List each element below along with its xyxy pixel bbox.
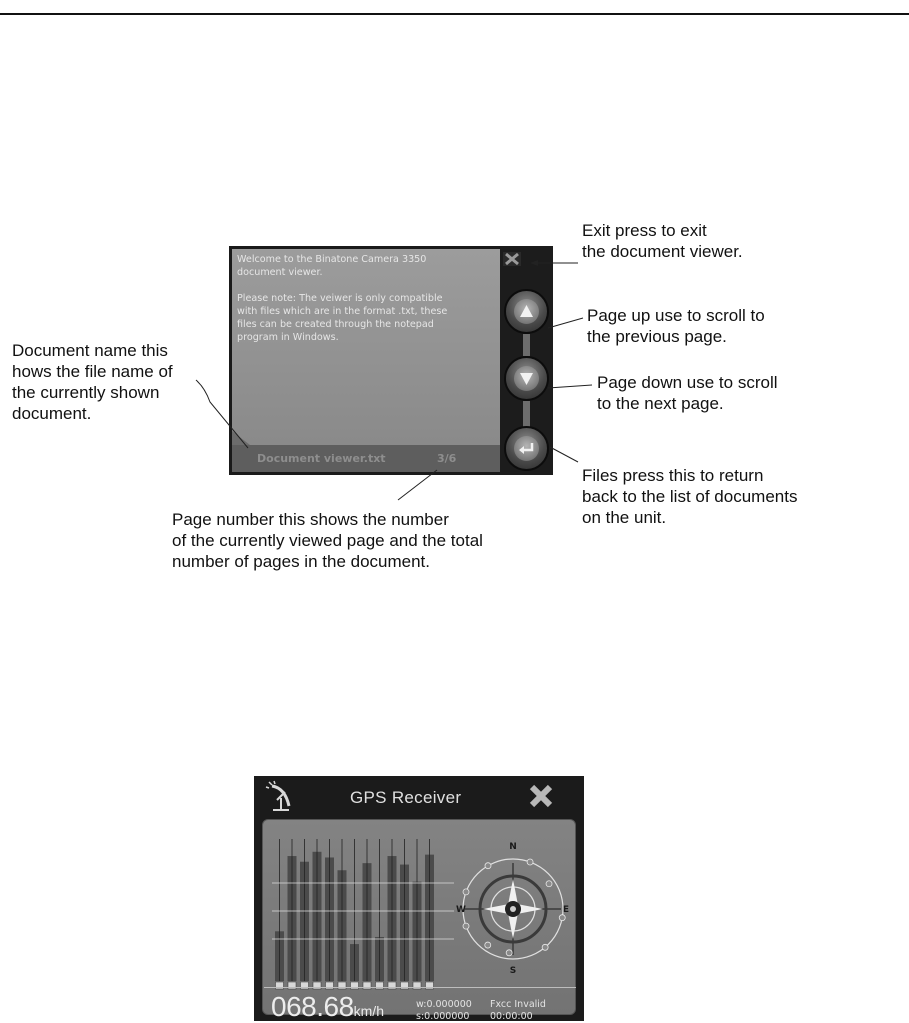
satellite-dot <box>546 881 552 887</box>
coordinates-readout <box>416 999 472 1023</box>
satellite-dot <box>506 950 512 956</box>
files-leader <box>550 447 578 462</box>
callout-line: Files press this to return <box>582 466 764 485</box>
fix-readout <box>490 999 546 1023</box>
page-up-leader <box>548 318 583 328</box>
callout-line: Page number this shows the number <box>172 510 449 529</box>
satellite-dot <box>485 942 491 948</box>
return-arrow-icon <box>517 439 536 458</box>
callout-line: on the unit. <box>582 508 667 527</box>
close-x-icon[interactable] <box>528 784 554 808</box>
arrow-up-icon <box>517 302 536 321</box>
document-name-label: Document viewer.txt <box>257 452 386 465</box>
callout-line: Page up use to scroll to <box>587 306 765 325</box>
document-text-line: program in Windows. <box>237 332 339 343</box>
callout-line: Document name this <box>12 341 168 360</box>
satellite-dot <box>463 923 469 929</box>
files-callout <box>582 465 797 528</box>
speed-unit: km/h <box>353 1003 384 1019</box>
scroll-track-lower <box>523 401 530 427</box>
satellite-signal-chart <box>272 831 454 991</box>
callout-line: the previous page. <box>587 327 727 346</box>
callout-line: Page down use to scroll <box>597 373 778 392</box>
document-text-line: files can be created through the notepad <box>237 319 434 330</box>
page-number-callout <box>172 509 483 572</box>
compass-east-label: E <box>562 905 570 915</box>
arrow-down-icon <box>517 369 536 388</box>
satellite-dish-icon[interactable] <box>265 780 297 814</box>
compass-west-label: W <box>456 905 466 915</box>
page-up-button[interactable] <box>504 289 549 334</box>
callout-line: the currently shown <box>12 383 160 402</box>
corner-fold-icon <box>232 431 250 445</box>
page-down-callout <box>597 372 778 414</box>
document-note <box>237 292 495 344</box>
document-viewer-screen <box>229 246 553 475</box>
speed-readout <box>271 991 384 1023</box>
gps-panel <box>262 819 576 1022</box>
callout-line: the document viewer. <box>582 242 743 261</box>
document-status-bar <box>232 445 500 472</box>
longitude-value: w:0.000000 <box>416 999 472 1010</box>
callout-line: document. <box>12 404 92 423</box>
document-name-callout <box>12 340 173 424</box>
compass-hub-dot <box>510 906 516 912</box>
exit-button[interactable] <box>503 252 521 266</box>
document-text-line: Welcome to the Binatone Camera 3350 <box>237 254 427 265</box>
compass-rose <box>455 835 571 987</box>
callout-line: of the currently viewed page and the total <box>172 531 483 550</box>
satellite-dot <box>485 863 491 869</box>
page-top-rule <box>0 13 909 15</box>
document-text-area <box>232 249 500 445</box>
gps-divider <box>264 987 576 988</box>
exit-callout <box>582 220 743 262</box>
callout-line: back to the list of documents <box>582 487 798 506</box>
gps-receiver-screen <box>254 776 584 1021</box>
speed-value: 068.68 <box>271 991 354 1022</box>
document-text-line: with files which are in the format .txt, these <box>237 306 448 317</box>
fix-status: Fxcc Invalid <box>490 999 546 1010</box>
callout-line: hows the file name of <box>12 362 173 381</box>
satellite-dot <box>542 944 548 950</box>
gps-time: 00:00:00 <box>490 1011 533 1022</box>
document-intro <box>237 253 495 279</box>
satellite-dot <box>527 859 533 865</box>
page-down-button[interactable] <box>504 356 549 401</box>
satellite-dot <box>463 889 469 895</box>
scroll-track-upper <box>523 334 530 356</box>
gps-title: GPS Receiver <box>350 788 462 807</box>
files-button[interactable] <box>504 426 549 471</box>
page-number-label: 3/6 <box>437 452 457 465</box>
close-x-icon <box>503 252 521 266</box>
document-viewer-sidebar <box>500 246 553 475</box>
latitude-value: s:0.000000 <box>416 1011 470 1022</box>
callout-line: Exit press to exit <box>582 221 707 240</box>
satellite-dot <box>559 915 565 921</box>
page-down-leader <box>548 385 592 388</box>
document-text-line: Please note: The veiwer is only compatible <box>237 293 443 304</box>
page-up-callout <box>587 305 765 347</box>
callout-line: number of pages in the document. <box>172 552 430 571</box>
document-text-line: document viewer. <box>237 267 323 278</box>
callout-line: to the next page. <box>597 394 724 413</box>
compass-north-label: N <box>509 842 517 852</box>
compass-south-label: S <box>509 966 517 976</box>
